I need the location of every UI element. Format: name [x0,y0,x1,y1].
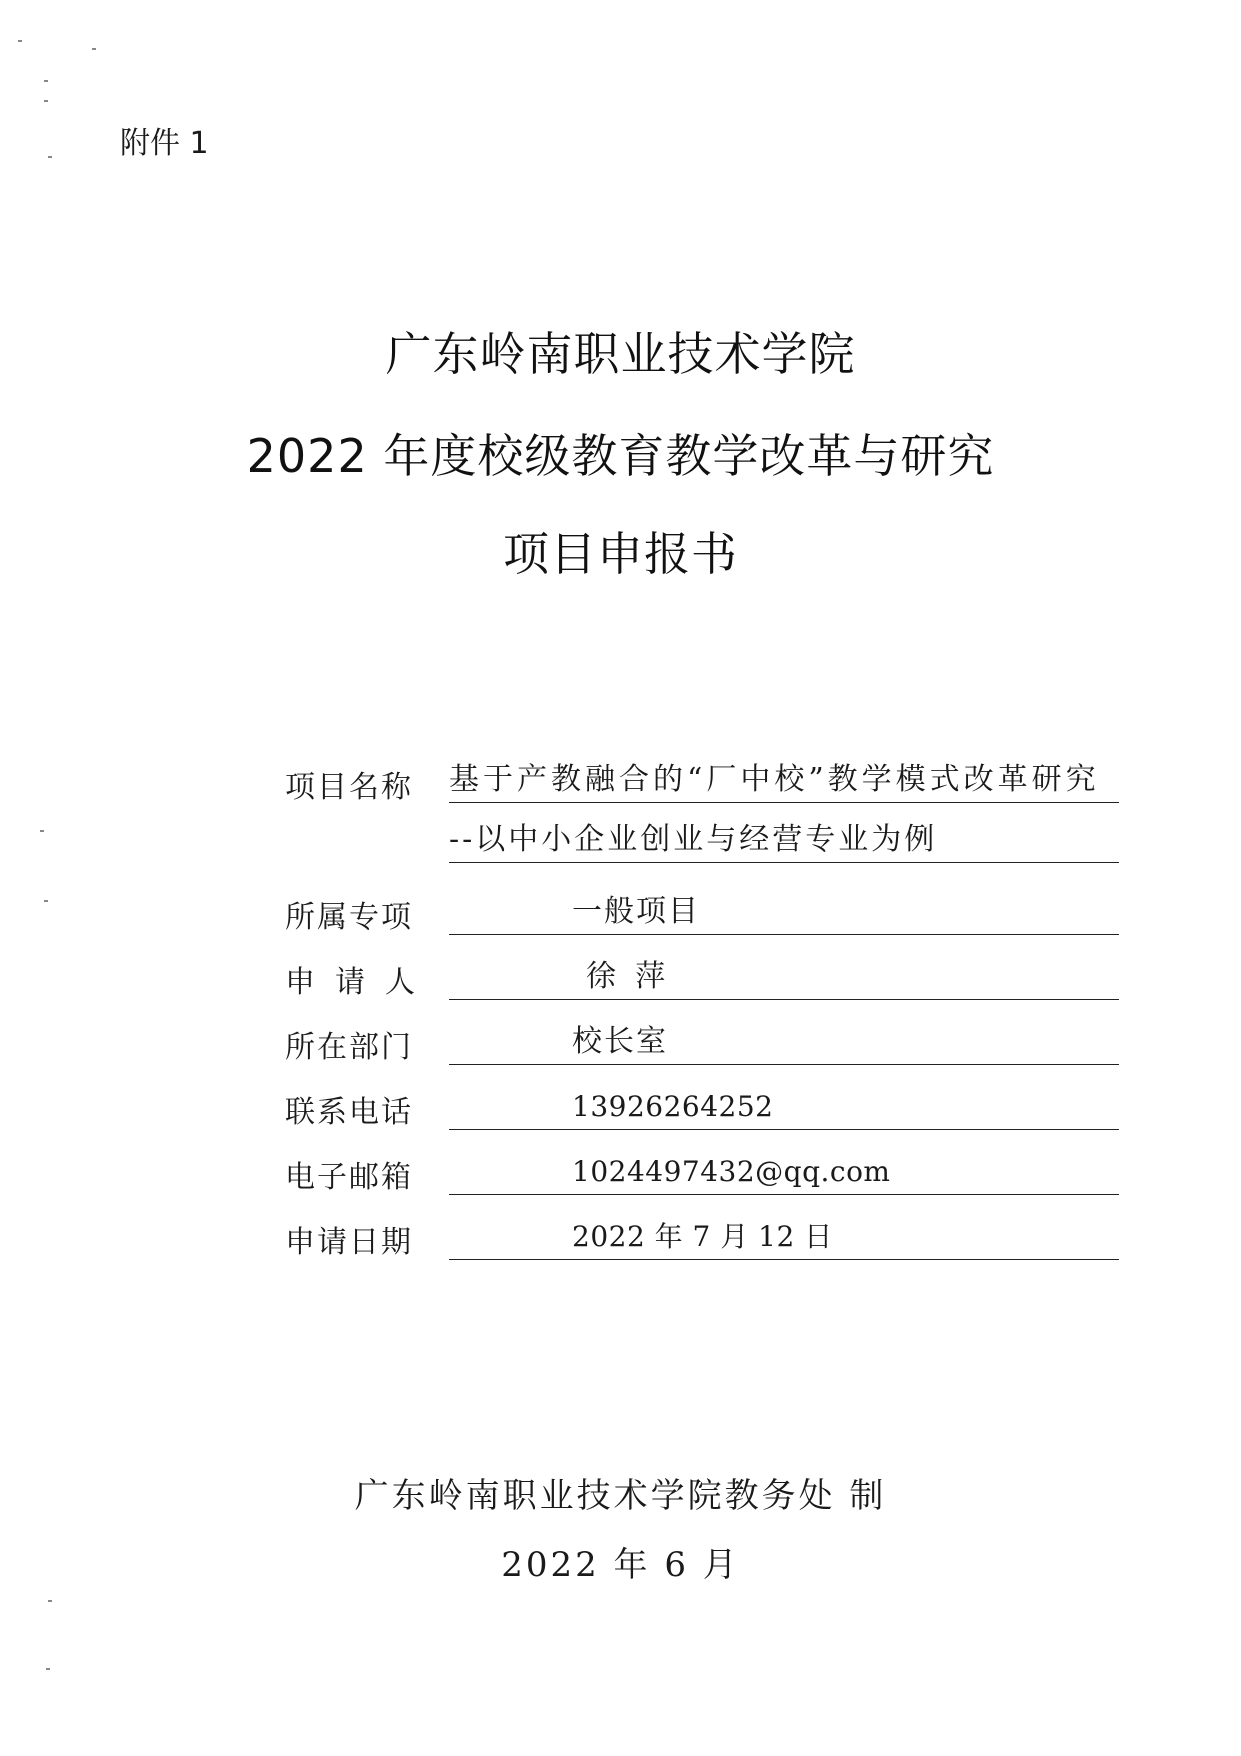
scan-speck [44,900,48,902]
title-program: 2022 年度校级教育教学改革与研究 [246,429,995,483]
footer-issuer: 广东岭南职业技术学院教务处 制 [354,1476,887,1516]
project-name-value-line2: --以中小企业创业与经营专业为例 [449,822,1119,863]
field-project-type [285,892,1125,952]
apply-date-label: 申请日期 [285,1225,413,1260]
project-type-value: 一般项目 [572,894,700,929]
scan-speck [44,100,48,102]
footer-date: 2022 年 6 月 [501,1545,740,1585]
field-apply-date [285,1217,1125,1277]
email-value: 1024497432@qq.com [572,1155,891,1188]
phone-value-line [449,1089,1119,1130]
scan-speck [46,1668,50,1670]
project-type-label: 所属专项 [285,900,413,935]
title-institution: 广东岭南职业技术学院 [385,327,856,381]
apply-date-value-line [449,1219,1119,1260]
field-email [285,1152,1125,1212]
applicant-label: 申请人 [285,965,435,1000]
field-department [285,1022,1125,1082]
field-applicant [285,957,1125,1017]
scan-speck [48,1600,52,1602]
department-label: 所在部门 [285,1030,413,1065]
scan-speck [48,156,52,158]
apply-date-value: 2022 年 7 月 12 日 [572,1220,833,1253]
field-project-name [285,762,1125,882]
project-name-label: 项目名称 [285,770,413,805]
department-value-line [449,1024,1119,1065]
phone-value: 13926264252 [572,1090,774,1123]
scan-speck [92,48,96,50]
phone-label: 联系电话 [285,1095,413,1130]
scan-speck [18,40,22,42]
field-phone [285,1087,1125,1147]
email-value-line [449,1154,1119,1195]
email-label: 电子邮箱 [285,1160,413,1195]
scan-speck [40,830,44,832]
attachment-label: 附件 1 [120,126,209,161]
applicant-value-line [449,959,1119,1000]
applicant-value: 徐 萍 [586,959,666,994]
scan-speck [44,80,48,82]
project-type-value-line [449,894,1119,935]
title-document-type: 项目申报书 [503,527,738,581]
department-value: 校长室 [572,1024,668,1059]
project-name-value-line1: 基于产教融合的“厂中校”教学模式改革研究 [449,762,1119,803]
